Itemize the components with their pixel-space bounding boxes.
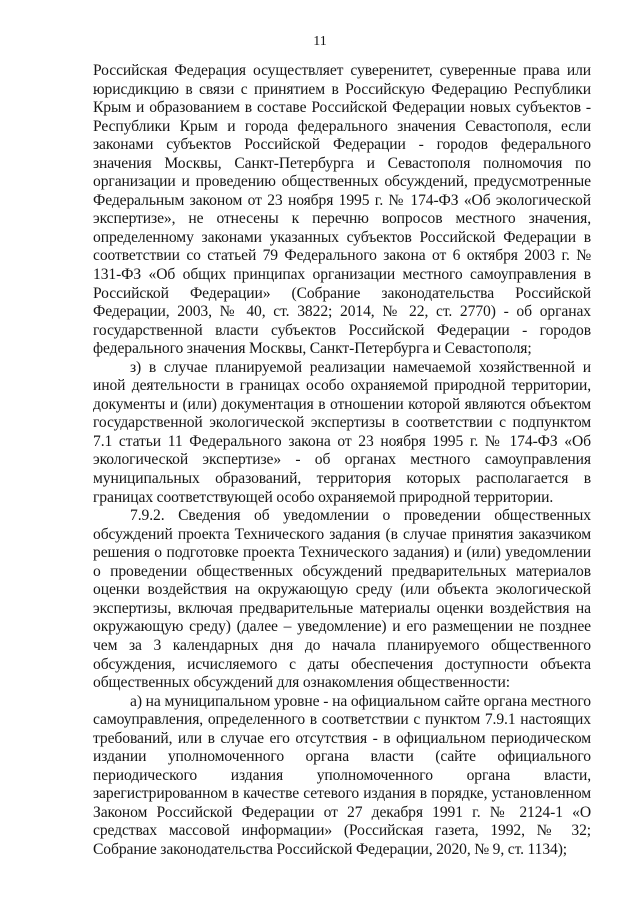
document-body	[93, 62, 591, 860]
page-number: 11	[313, 34, 327, 49]
paragraph-item-a: а) на муниципальном уровне - на официальном сайте органа местного самоуправления, определенного в соответствии с пунктом 7.9.1 настоящих требований, или в случае его отсутствия - в официальном периодическом издании уполномоченного органа власти (сайте официального периодического издания уполномоченного органа власти, зарегистрированном в качестве сетевого издания в порядке, установленном Законом Российской Федерации от 27 декабря 1991 г. № 2124-1 «О средствах массовой информации» (Российская газета, 1992, № 32; Собрание законодательства Российской Федерации, 2020, № 9, ст. 1134);	[93, 692, 591, 858]
paragraph-item-z: з) в случае планируемой реализации намечаемой хозяйственной и иной деятельности в границах особо охраняемой природной территории, документы и (или) документация в отношении которой являются объектом государственной экологической экспертизы в соответствии с подпунктом 7.1 статьи 11 Федерального закона от 23 ноября 1995 г. № 174-ФЗ «Об экологической экспертизе» - об органах местного самоуправления муниципальных образований, территория которых располагается в границах соответствующей особо охраняемой природной территории.	[93, 358, 591, 506]
paragraph-continuation: Российская Федерация осуществляет суверенитет, суверенные права или юрисдикцию в связи с принятием в Российскую Федерацию Республики Крым и образованием в составе Российской Федерации новых субъектов - Республики Крым и города федерального значения Севастополя, если законами субъектов Российской Федерации - городов федерального значения Москвы, Санкт-Петербурга и Севастополя полномочия по организации и проведению общественных обсуждений, предусмотренные Федеральным законом от 23 ноября 1995 г. № 174-ФЗ «Об экологической экспертизе», не отнесены к перечню вопросов местного значения, определенному законами указанных субъектов Российской Федерации в соответствии со статьей 79 Федерального закона от 6 октября 2003 г. № 131-ФЗ «Об общих принципах организации местного самоуправления в Российской Федерации» (Собрание законодательства Российской Федерации, 2003, № 40, ст. 3822; 2014, № 22, ст. 2770) - об органах государственной власти субъектов Российской Федерации - городов федерального значения Москвы, Санкт-Петербурга и Севастополя;	[93, 62, 591, 358]
paragraph-section-7-9-2: 7.9.2. Сведения об уведомлении о проведении общественных обсуждений проекта Технического задания (в случае принятия заказчиком решения о подготовке проекта Технического задания) и (или) уведомлении о проведении общественных обсуждений предварительных материалов оценки воздействия на окружающую среду (или объекта экологической экспертизы, включая предварительные материалы оценки воздействия на окружающую среду) (далее – уведомление) и его размещении не позднее чем за 3 календарных дня до начала планируемого общественного обсуждения, исчисляемого с даты обеспечения доступности объекта общественных обсуждений для ознакомления общественности:	[93, 507, 591, 692]
